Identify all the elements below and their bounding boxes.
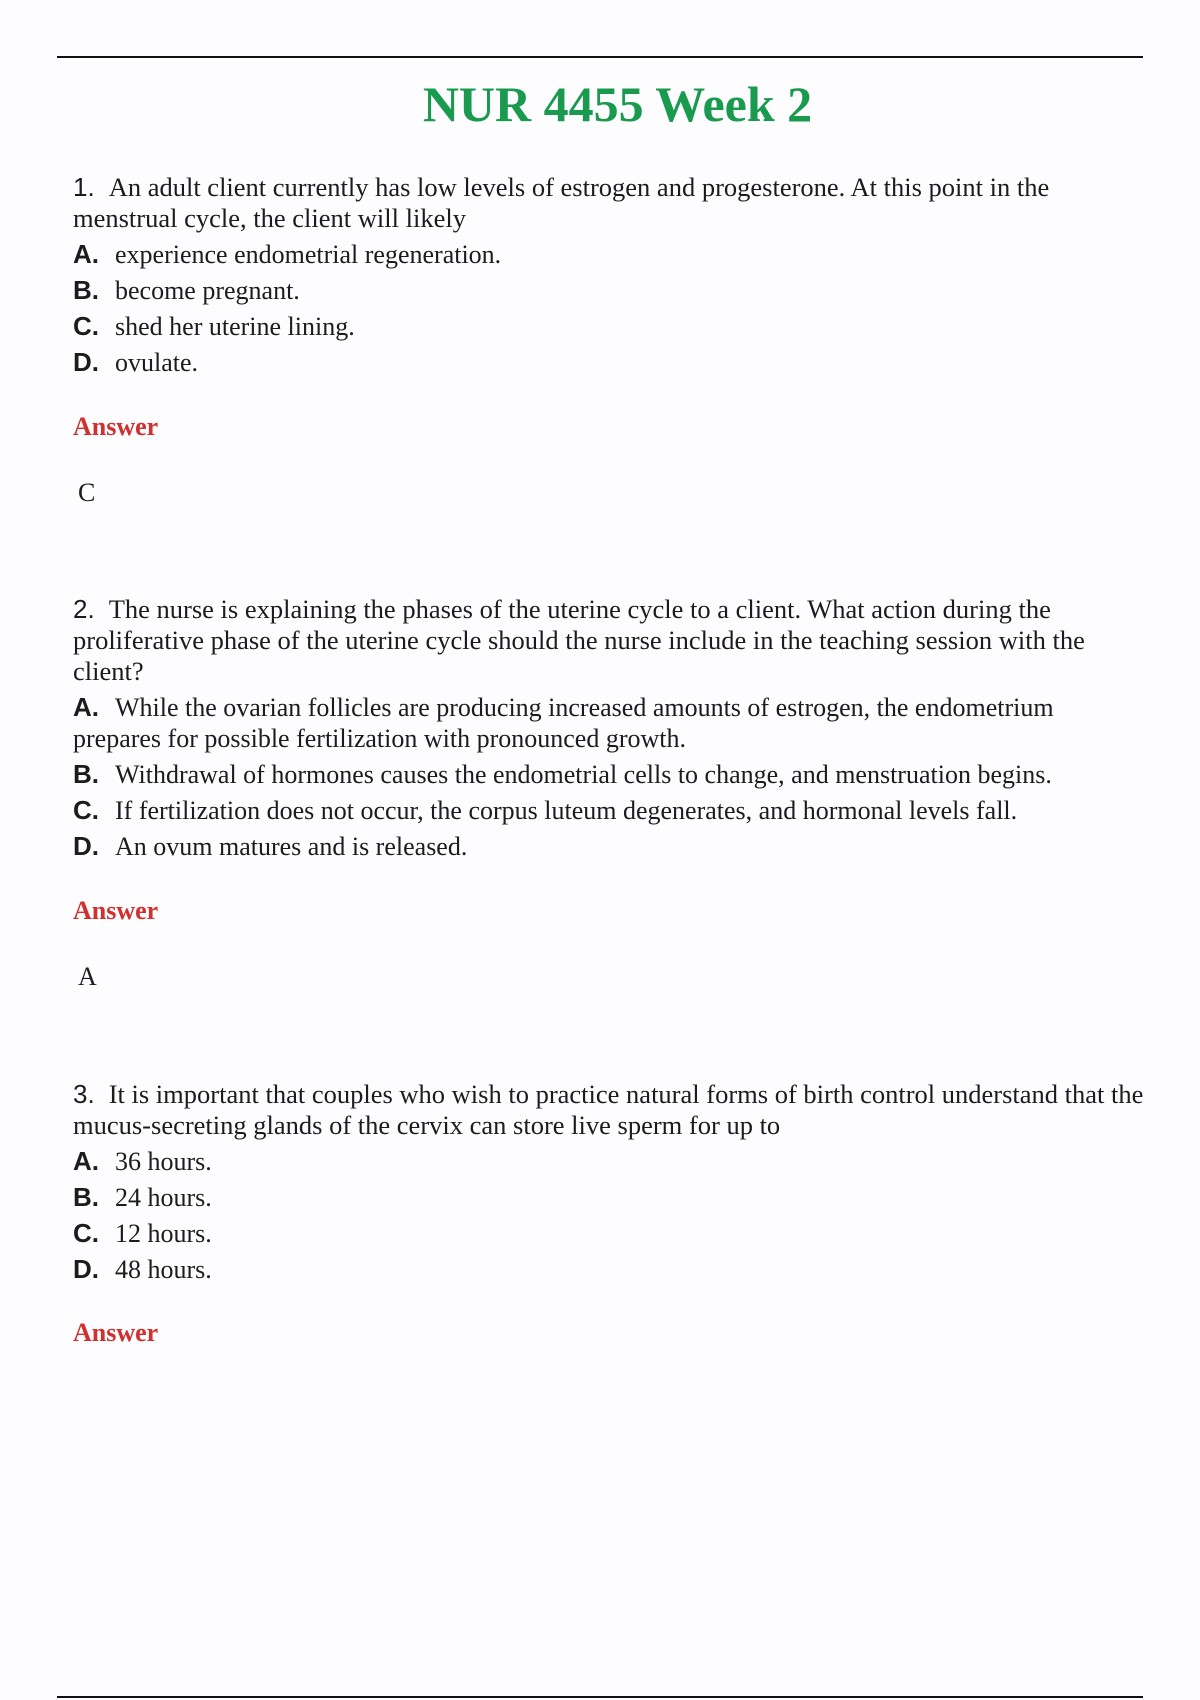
option-text: 36 hours.: [115, 1147, 212, 1176]
question-1-option-a: [73, 239, 1145, 270]
question-2-option-c: [73, 795, 1145, 826]
option-text: ovulate.: [115, 348, 199, 377]
question-2-option-a: [73, 692, 1145, 754]
option-letter: C.: [73, 795, 99, 825]
option-letter: A.: [73, 239, 99, 269]
option-text: If fertilization does not occur, the corpus luteum degenerates, and hormonal levels fall.: [115, 796, 1018, 825]
question-2-answer-label: Answer: [73, 896, 159, 925]
option-text: 48 hours.: [115, 1255, 212, 1284]
question-2-text: The nurse is explaining the phases of the uterine cycle to a client. What action during the proliferative phase of the uterine cycle should the nurse include in the teaching session with the client?: [73, 594, 1085, 686]
option-text: 24 hours.: [115, 1183, 212, 1212]
question-3-options: [73, 1146, 1145, 1285]
question-3-answer-label: Answer: [73, 1318, 159, 1347]
option-text: While the ovarian follicles are producing increased amounts of estrogen, the endometrium prepares for possible fertilization with pronounced growth.: [73, 693, 1054, 753]
question-1-number: 1.: [73, 172, 95, 202]
option-letter: A.: [73, 1146, 99, 1176]
question-2-answer-value: A: [78, 962, 97, 991]
option-text: experience endometrial regeneration.: [115, 240, 502, 269]
question-1-stem: [73, 172, 1145, 234]
option-letter: B.: [73, 1182, 99, 1212]
option-letter: C.: [73, 311, 99, 341]
question-1-option-d: [73, 347, 1145, 378]
option-text: become pregnant.: [115, 276, 300, 305]
question-1-options: [73, 239, 1145, 378]
question-3: [73, 1079, 1145, 1285]
option-letter: D.: [73, 1254, 99, 1284]
question-3-text: It is important that couples who wish to practice natural forms of birth control understand that the mucus-secreting glands of the cervix can store live sperm for up to: [73, 1079, 1144, 1140]
question-3-option-d: [73, 1254, 1145, 1285]
question-3-option-a: [73, 1146, 1145, 1177]
question-3-option-c: [73, 1218, 1145, 1249]
document-title: NUR 4455 Week 2: [422, 76, 813, 132]
question-1-answer-label: Answer: [73, 412, 159, 441]
question-3-number: 3.: [73, 1079, 95, 1109]
option-text: An ovum matures and is released.: [115, 832, 468, 861]
bottom-rule: [57, 1696, 1143, 1698]
option-letter: B.: [73, 275, 99, 305]
question-1-answer-value: C: [78, 478, 96, 507]
question-2: [73, 594, 1145, 862]
option-letter: C.: [73, 1218, 99, 1248]
option-letter: D.: [73, 347, 99, 377]
question-2-stem: [73, 594, 1145, 687]
question-3-stem: [73, 1079, 1145, 1141]
question-3-option-b: [73, 1182, 1145, 1213]
option-text: Withdrawal of hormones causes the endometrial cells to change, and menstruation begins.: [115, 760, 1052, 789]
option-letter: D.: [73, 831, 99, 861]
option-letter: B.: [73, 759, 99, 789]
question-1-option-b: [73, 275, 1145, 306]
question-1: [73, 172, 1145, 378]
option-text: 12 hours.: [115, 1219, 212, 1248]
question-2-option-d: [73, 831, 1145, 862]
option-letter: A.: [73, 692, 99, 722]
question-2-number: 2.: [73, 594, 95, 624]
option-text: shed her uterine lining.: [115, 312, 355, 341]
question-2-options: [73, 692, 1145, 862]
question-1-option-c: [73, 311, 1145, 342]
question-2-option-b: [73, 759, 1145, 790]
top-rule: [57, 56, 1143, 58]
question-1-text: An adult client currently has low levels of estrogen and progesterone. At this point in the menstrual cycle, the client will likely: [73, 172, 1050, 233]
